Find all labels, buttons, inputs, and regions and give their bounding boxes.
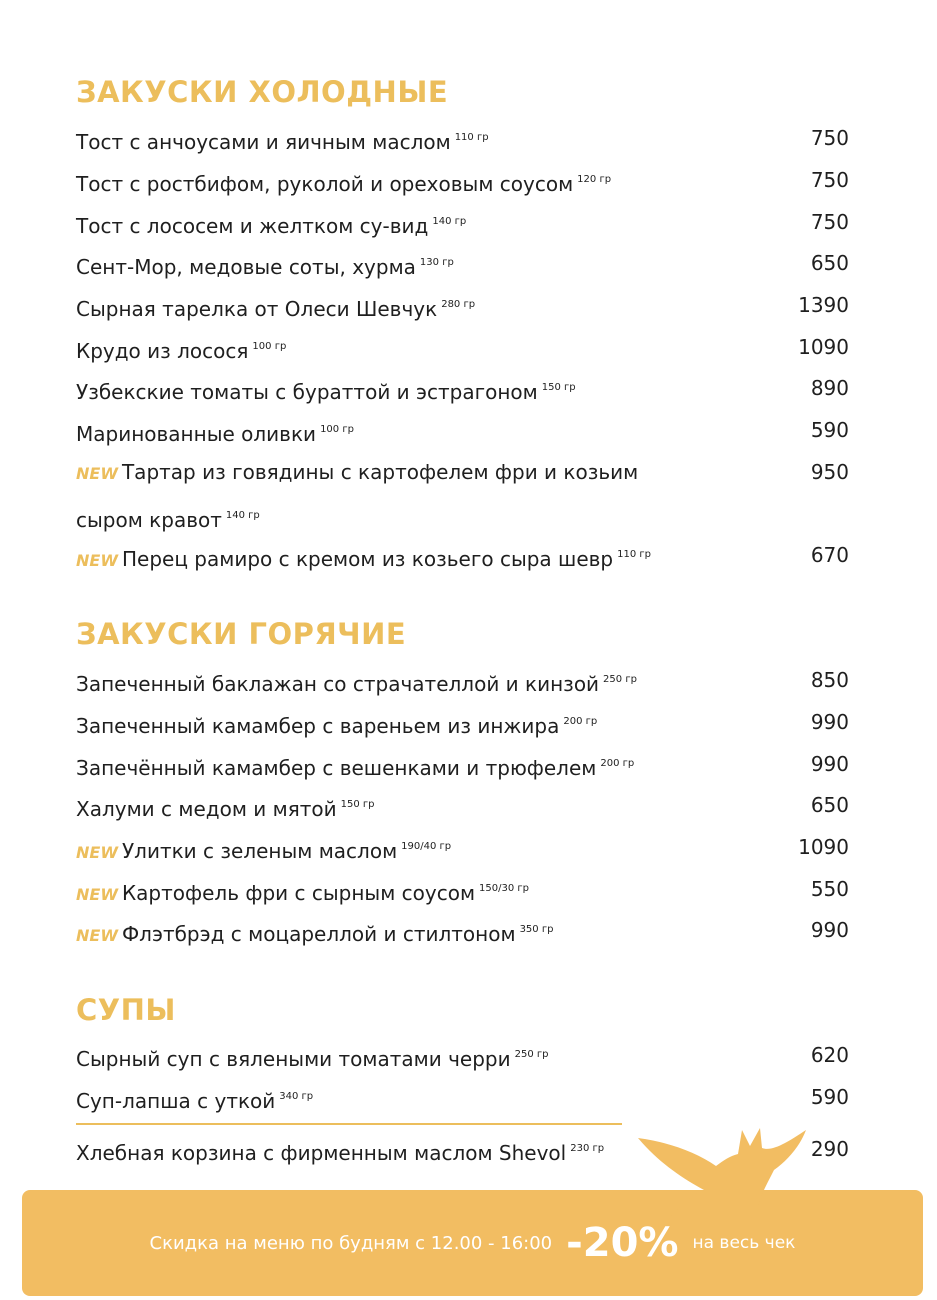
menu-item (76, 1041, 849, 1075)
item-price: 620 (810, 1043, 849, 1067)
item-price: 990 (810, 710, 849, 734)
item-name: Тост с анчоусами и яичным маслом (76, 130, 451, 154)
item-weight: 120 гр (577, 174, 612, 185)
item-name: Маринованные оливки (76, 422, 317, 446)
item-price: 750 (810, 168, 849, 192)
item-price: 950 (810, 460, 849, 484)
new-badge: NEW (76, 843, 118, 862)
item-weight: 350 гр (519, 924, 554, 935)
banner-discount: -20% (566, 1220, 679, 1266)
item-name: Суп-лапша с уткой (76, 1089, 276, 1113)
item-weight: 110 гр (617, 549, 652, 560)
banner-description: Скидка на меню по будням с 12.00 - 16:00 (149, 1232, 553, 1254)
menu-item (76, 208, 849, 242)
menu-item (76, 374, 849, 408)
item-price: 290 (810, 1137, 849, 1161)
item-weight: 340 гр (279, 1091, 314, 1102)
item-price: 650 (810, 251, 849, 275)
item-weight: 230 гр (570, 1143, 605, 1154)
menu-item (76, 124, 849, 158)
item-name: Крудо из лосося (76, 339, 249, 363)
menu-item (76, 791, 849, 825)
item-name: Узбекские томаты с бураттой и эстрагоном (76, 380, 538, 404)
item-weight: 110 гр (454, 132, 489, 143)
new-badge: NEW (76, 885, 118, 904)
item-price: 750 (810, 126, 849, 150)
item-name: Сырная тарелка от Олеси Шевчук (76, 297, 438, 321)
section-title-hot: ЗАКУСКИ ГОРЯЧИЕ (76, 617, 407, 651)
banner-suffix: на весь чек (692, 1233, 796, 1253)
item-weight: 150/30 гр (479, 883, 529, 894)
item-name: Картофель фри с сырным соусом (121, 881, 476, 905)
menu-item (76, 833, 849, 867)
menu-item (76, 1083, 849, 1117)
item-weight: 150 гр (340, 799, 375, 810)
menu-item (76, 458, 849, 530)
menu-item (76, 875, 849, 909)
new-badge: NEW (76, 464, 118, 483)
item-price: 1390 (798, 293, 849, 317)
item-price: 990 (810, 918, 849, 942)
item-name: Халуми с медом и мятой (76, 797, 337, 821)
item-price: 550 (810, 877, 849, 901)
item-price: 850 (810, 668, 849, 692)
section-title-soups: СУПЫ (76, 993, 176, 1027)
menu-item (76, 291, 849, 325)
item-name: Сырный суп с вялеными томатами черри (76, 1047, 511, 1071)
item-name: Запеченный камамбер с вареньем из инжира (76, 714, 560, 738)
item-name: Перец рамиро с кремом из козьего сыра шевр (121, 547, 614, 571)
item-name: Запечённый камамбер с вешенками и трюфелем (76, 756, 597, 780)
item-weight: 250 гр (603, 674, 637, 685)
item-name: Улитки с зеленым маслом (121, 839, 398, 863)
new-badge: NEW (76, 926, 118, 945)
item-weight: 190/40 гр (401, 841, 452, 852)
item-weight: 100 гр (252, 341, 287, 352)
item-price: 670 (810, 543, 849, 567)
item-weight: 150 гр (541, 382, 576, 393)
new-badge: NEW (76, 551, 118, 570)
item-name: Флэтбрэд с моцареллой и стилтоном (121, 922, 516, 946)
menu-item (76, 541, 849, 575)
menu-item (76, 750, 849, 784)
divider (76, 1123, 622, 1125)
item-name: Тост с лососем и желтком су-вид (76, 214, 429, 238)
item-name: Тартар из говядины с картофелем фри и козьим сыром кравот (76, 460, 639, 532)
item-name: Запеченный баклажан со страчателлой и кинзой (76, 672, 600, 696)
item-weight: 250 гр (514, 1049, 549, 1060)
menu-item (76, 666, 849, 700)
item-weight: 130 гр (419, 257, 454, 268)
item-weight: 280 гр (441, 299, 476, 310)
item-name: Хлебная корзина с фирменным маслом Shevol (76, 1141, 567, 1165)
item-weight: 140 гр (432, 216, 467, 227)
menu-item (76, 333, 849, 367)
item-weight: 200 гр (600, 758, 635, 769)
item-weight: 100 гр (320, 424, 354, 435)
item-price: 750 (810, 210, 849, 234)
item-name: Тост с ростбифом, руколой и ореховым соусом (76, 172, 574, 196)
item-price: 1090 (798, 335, 849, 359)
item-name: Сент-Мор, медовые соты, хурма (76, 255, 416, 279)
menu-item (76, 249, 849, 283)
section-title-cold: ЗАКУСКИ ХОЛОДНЫЕ (76, 75, 449, 109)
item-weight: 200 гр (563, 716, 598, 727)
item-price: 890 (810, 376, 849, 400)
item-price: 650 (810, 793, 849, 817)
item-price: 590 (810, 418, 849, 442)
menu-item (76, 166, 849, 200)
menu-item (76, 708, 849, 742)
item-price: 990 (810, 752, 849, 776)
item-weight: 140 гр (225, 510, 260, 521)
menu-item (76, 916, 849, 950)
menu-item (76, 416, 849, 450)
item-price: 590 (810, 1085, 849, 1109)
winged-dog-icon (638, 1120, 808, 1220)
item-price: 1090 (798, 835, 849, 859)
